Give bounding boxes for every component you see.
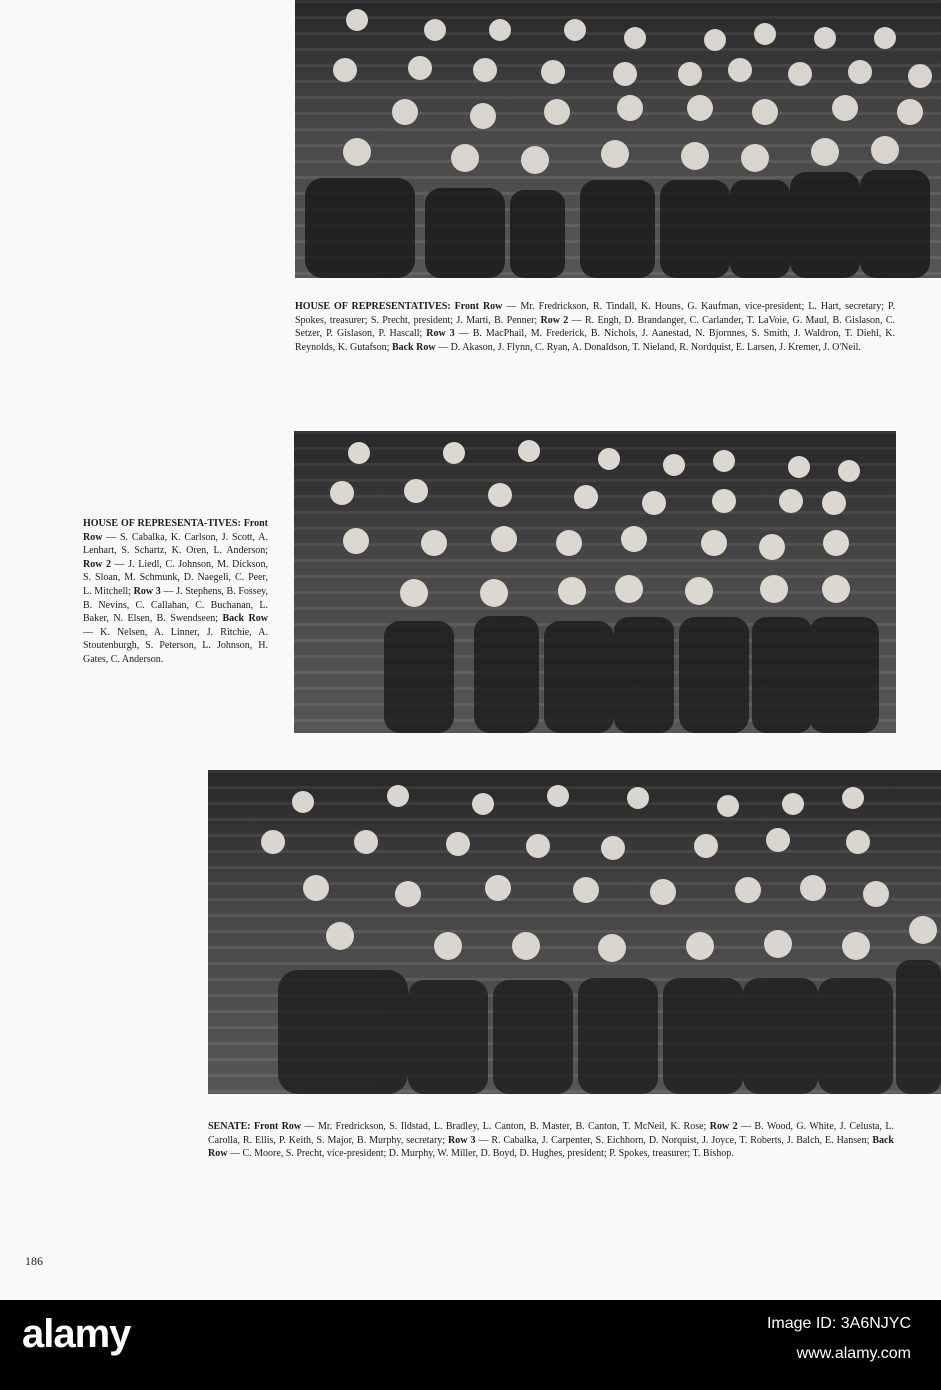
senate-photo — [208, 770, 941, 1094]
caption-label: Row 2 — [540, 314, 569, 326]
house-of-representatives-photo-middle — [294, 431, 896, 733]
caption-label: Back Row — [208, 1134, 894, 1160]
caption-text: — J. Liedl, C. Johnson, M. Dickson, S. Sloan, M. Schmunk, D. Naegeli, C. Peer, L. Mitchell; — [83, 558, 268, 597]
caption-text: — R. Engh, D. Brandanger, C. Carlander, T. LaVoie, G. Maul, B. Gislason, C. Setzer, P. Gislason, P. Hascall; — [295, 314, 895, 340]
caption-label: Back Row — [391, 341, 436, 353]
caption-text: — B. MacPhail, M. Frederick, B. Nichols, J. Aanestad, N. Bjornnes, S. Smith, J. Waldron, T. Diehl, K. Reynolds, K. Gutafson; — [295, 328, 895, 353]
caption-text: — Mr. Fredrickson, R. Tindall, K. Houns, G. Kaufman, vice-president; L. Hart, secretary; P. Spokes, treasurer; S. Precht, president; J. Marti, B. Penner; — [295, 301, 895, 326]
page-number: 186 — [25, 1254, 43, 1268]
caption-label: Row 2 — [83, 558, 112, 570]
caption-text: — S. Cabalka, K. Carlson, J. Scott, A. Lenhart, S. Schartz, K. Oren, L. Anderson; — [83, 531, 268, 557]
caption-text: — C. Moore, S. Precht, vice-president; D. Murphy, W. Miller, D. Boyd, D. Hughes, president; P. Spokes, treasurer; T. Bishop. — [227, 1148, 734, 1160]
caption-text: — Mr. Fredrickson, S. Ildstad, L. Bradley, L. Canton, B. Master, B. Canton, T. McNeil, K. Rose; — [301, 1121, 710, 1132]
group-photo-figures-middle — [294, 431, 896, 733]
caption-text: — D. Akason, J. Flynn, C. Ryan, A. Donaldson, T. Nieland, R. Nordquist, E. Larsen, J. Kremer, J. O'Neil. — [435, 341, 861, 353]
caption-text: — J. Stephens, B. Fossey, B. Nevins, C. Callahan, C. Buchanan, L. Baker, N. Elsen, B. Swendseen; — [83, 585, 268, 625]
image-id-label: Image ID: 3A6NJYC — [766, 1315, 911, 1332]
group-photo-figures-senate — [208, 770, 941, 1094]
caption-label: HOUSE OF REPRESENTATIVES: Front Row — [295, 301, 503, 312]
caption-label: HOUSE OF REPRESENTA-TIVES: Front Row — [83, 518, 268, 543]
alamy-logo: alamy — [22, 1312, 131, 1356]
senate-caption — [208, 1120, 894, 1161]
house-of-representatives-photo-top — [295, 0, 941, 278]
caption-label: Row 3 — [133, 585, 161, 597]
caption-text: — R. Cabalka, J. Carpenter, S. Eichhorn, D. Norquist, J. Joyce, T. Roberts, J. Balch, E. Hansen; — [475, 1134, 873, 1146]
house-top-caption — [295, 300, 895, 354]
caption-text: — K. Nelsen, A. Linner, J. Ritchie, A. Stoutenburgh, S. Peterson, L. Johnson, H. Gates, C. Anderson. — [83, 626, 268, 665]
stock-url-label: www.alamy.com — [796, 1345, 911, 1362]
caption-text: — B. Wood, G. White, J. Celusta, L. Carolla, R. Ellis, P. Keith, S. Major, B. Murphy, secretary; — [208, 1121, 894, 1146]
caption-label: Back Row — [222, 613, 268, 625]
caption-label: Row 3 — [448, 1134, 476, 1146]
caption-label: Row 3 — [426, 328, 455, 340]
caption-label: Row 2 — [709, 1121, 738, 1132]
group-photo-figures-top — [295, 0, 941, 278]
house-middle-caption — [83, 517, 268, 667]
caption-label: SENATE: Front Row — [208, 1121, 302, 1132]
